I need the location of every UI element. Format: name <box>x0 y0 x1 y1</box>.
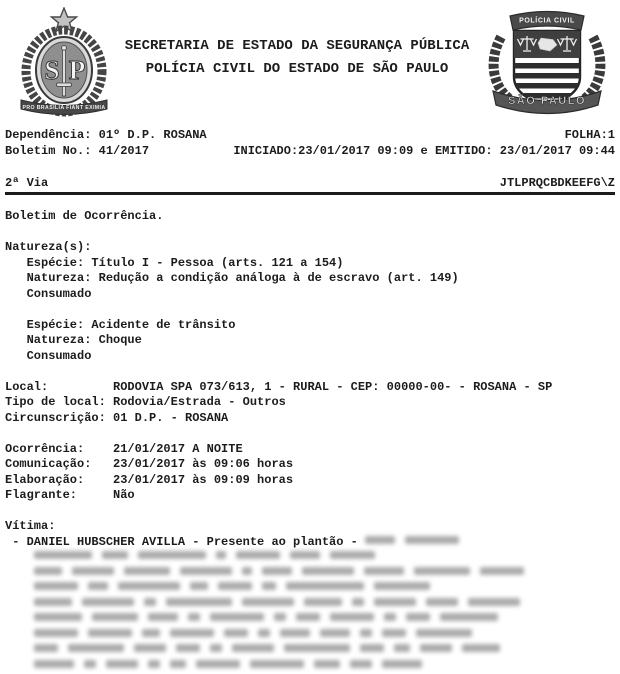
doc-line-text: Espécie: Acidente de trânsito <box>5 318 235 332</box>
redacted-chunk <box>82 598 134 606</box>
meta-row-via <box>5 177 615 190</box>
doc-line <box>5 612 615 628</box>
redacted-chunk <box>34 551 92 559</box>
document-header <box>0 0 620 122</box>
redacted-chunk <box>405 536 459 544</box>
redacted-chunk <box>224 629 248 637</box>
redacted-chunk <box>360 644 384 652</box>
redacted-chunk <box>280 629 310 637</box>
badge-bottom-banner: SÃO PAULO <box>508 94 586 107</box>
redacted-chunk <box>68 644 124 652</box>
redacted-chunk <box>144 598 156 606</box>
doc-line <box>5 256 615 272</box>
header-title-line2: POLÍCIA CIVIL DO ESTADO DE SÃO PAULO <box>112 62 482 76</box>
doc-line <box>5 395 615 411</box>
redacted-chunk <box>290 551 320 559</box>
redacted-chunk <box>166 598 232 606</box>
doc-line <box>5 287 615 303</box>
redacted-chunk <box>250 660 304 668</box>
doc-line-text: Natureza: Choque <box>5 333 142 347</box>
header-divider <box>5 192 615 195</box>
doc-line <box>5 597 615 613</box>
redacted-text <box>34 643 510 657</box>
redacted-chunk <box>134 644 166 652</box>
redacted-chunk <box>196 660 240 668</box>
redacted-chunk <box>34 613 82 621</box>
redacted-chunk <box>34 582 78 590</box>
redacted-chunk <box>84 660 96 668</box>
redacted-chunk <box>216 551 226 559</box>
redacted-chunk <box>34 567 62 575</box>
redacted-text <box>365 535 469 549</box>
redacted-chunk <box>262 567 292 575</box>
doc-line <box>5 457 615 473</box>
doc-line-text: Vítima: <box>5 519 55 533</box>
redacted-chunk <box>296 613 320 621</box>
doc-line-text: Boletim de Ocorrência. <box>5 209 163 223</box>
redacted-chunk <box>440 613 498 621</box>
redacted-text <box>34 612 508 626</box>
redacted-chunk <box>124 567 170 575</box>
redacted-chunk <box>88 629 132 637</box>
redacted-text <box>34 550 385 564</box>
doc-line-text: Flagrante: Não <box>5 488 135 502</box>
doc-line-text <box>5 612 34 626</box>
doc-line <box>5 302 615 318</box>
doc-line <box>5 488 615 504</box>
seal-letter-p: P <box>69 55 86 85</box>
folha-value: FOLHA:1 <box>565 128 615 144</box>
document-body <box>0 209 620 674</box>
redacted-text <box>34 581 440 595</box>
doc-line-text: Consumado <box>5 349 91 363</box>
doc-line-text: Local: RODOVIA SPA 073/613, 1 - RURAL - CEP: 00000-00- - ROSANA - SP <box>5 380 552 394</box>
redacted-chunk <box>102 551 128 559</box>
redacted-text <box>34 597 530 611</box>
redacted-chunk <box>34 629 78 637</box>
redacted-chunk <box>148 660 160 668</box>
redacted-chunk <box>242 598 294 606</box>
doc-line <box>5 535 615 551</box>
meta-row-dependencia <box>5 128 615 144</box>
redacted-chunk <box>365 536 395 544</box>
redacted-text <box>34 659 432 673</box>
doc-line-text <box>5 643 34 657</box>
redacted-chunk <box>236 551 280 559</box>
doc-line <box>5 209 615 225</box>
redacted-chunk <box>382 629 406 637</box>
seal-letter-s: S <box>44 55 59 85</box>
doc-line-text <box>5 659 34 673</box>
doc-line <box>5 504 615 520</box>
redacted-chunk <box>286 582 364 590</box>
redacted-chunk <box>406 613 430 621</box>
redacted-chunk <box>142 629 160 637</box>
doc-line <box>5 442 615 458</box>
badge-top-banner: POLÍCIA CIVIL <box>519 16 575 25</box>
redacted-chunk <box>480 567 524 575</box>
redacted-chunk <box>170 660 186 668</box>
report-meta <box>0 128 620 195</box>
doc-line <box>5 380 615 396</box>
redacted-chunk <box>180 567 232 575</box>
doc-line-text: Elaboração: 23/01/2017 às 09:09 horas <box>5 473 293 487</box>
doc-line <box>5 628 615 644</box>
redacted-chunk <box>284 644 350 652</box>
redacted-chunk <box>320 629 350 637</box>
via-label: 2ª Via <box>5 177 48 190</box>
redacted-chunk <box>314 660 340 668</box>
redacted-chunk <box>382 660 422 668</box>
seal-motto: PRO BRASILIA FIANT EXIMIA <box>22 105 105 111</box>
redacted-chunk <box>148 613 178 621</box>
redacted-chunk <box>426 598 458 606</box>
redacted-chunk <box>350 660 372 668</box>
doc-line <box>5 550 615 566</box>
doc-line <box>5 519 615 535</box>
doc-line <box>5 333 615 349</box>
redacted-chunk <box>302 567 354 575</box>
redacted-chunk <box>210 644 222 652</box>
redacted-chunk <box>330 551 375 559</box>
doc-line-text: Natureza: Redução a condição análoga à de escravo (art. 149) <box>5 271 459 285</box>
redacted-chunk <box>304 598 342 606</box>
redacted-chunk <box>274 613 286 621</box>
doc-line <box>5 225 615 241</box>
doc-line <box>5 473 615 489</box>
doc-line-text: Espécie: Título I - Pessoa (arts. 121 a 154) <box>5 256 343 270</box>
redacted-chunk <box>218 582 252 590</box>
redacted-chunk <box>138 551 206 559</box>
redacted-chunk <box>416 629 472 637</box>
meta-row-boletim <box>5 144 615 160</box>
header-title-line1: SECRETARIA DE ESTADO DA SEGURANÇA PÚBLICA <box>112 39 482 53</box>
doc-line <box>5 240 615 256</box>
redacted-chunk <box>242 567 252 575</box>
redacted-chunk <box>190 582 208 590</box>
redacted-chunk <box>374 582 430 590</box>
doc-line-text: Consumado <box>5 287 91 301</box>
doc-line <box>5 659 615 674</box>
boletim-number: Boletim No.: 41/2017 <box>5 144 149 160</box>
redacted-chunk <box>232 644 274 652</box>
doc-line-text: Ocorrência: 21/01/2017 A NOITE <box>5 442 243 456</box>
redacted-chunk <box>360 629 372 637</box>
doc-line-text: Circunscrição: 01 D.P. - ROSANA <box>5 411 228 425</box>
redacted-chunk <box>188 613 200 621</box>
doc-line <box>5 581 615 597</box>
redacted-chunk <box>384 613 396 621</box>
redacted-chunk <box>414 567 470 575</box>
redacted-text <box>34 566 534 580</box>
doc-line-text <box>5 550 34 564</box>
redacted-chunk <box>262 582 276 590</box>
doc-line <box>5 426 615 442</box>
redacted-chunk <box>462 644 500 652</box>
doc-line <box>5 349 615 365</box>
doc-line-text <box>5 566 34 580</box>
iniciado-emitido-value: INICIADO:23/01/2017 09:09 e EMITIDO: 23/01/2017 09:44 <box>233 144 615 160</box>
redacted-chunk <box>420 644 452 652</box>
redacted-chunk <box>88 582 108 590</box>
doc-line-text: Tipo de local: Rodovia/Estrada - Outros <box>5 395 286 409</box>
doc-line-text: - DANIEL HUBSCHER AVILLA - Presente ao plantão - <box>5 535 365 549</box>
redacted-text <box>34 628 482 642</box>
doc-line <box>5 271 615 287</box>
doc-line-text <box>5 581 34 595</box>
redacted-chunk <box>176 644 200 652</box>
redacted-chunk <box>258 629 270 637</box>
redacted-chunk <box>118 582 180 590</box>
redacted-chunk <box>170 629 214 637</box>
redacted-chunk <box>468 598 520 606</box>
redacted-chunk <box>92 613 138 621</box>
redacted-chunk <box>106 660 138 668</box>
redacted-chunk <box>330 613 374 621</box>
dependencia-value: Dependência: 01º D.P. ROSANA <box>5 128 207 144</box>
doc-line-text <box>5 628 34 642</box>
doc-line <box>5 364 615 380</box>
doc-line-text <box>5 597 34 611</box>
redacted-chunk <box>72 567 114 575</box>
doc-line <box>5 318 615 334</box>
redacted-chunk <box>34 660 74 668</box>
redacted-chunk <box>34 598 72 606</box>
doc-line <box>5 643 615 659</box>
doc-line-text: Comunicação: 23/01/2017 às 09:06 horas <box>5 457 293 471</box>
redacted-chunk <box>210 613 264 621</box>
header-titles <box>112 39 482 76</box>
redacted-chunk <box>34 644 58 652</box>
redacted-chunk <box>374 598 416 606</box>
doc-line <box>5 411 615 427</box>
redacted-chunk <box>394 644 410 652</box>
protocol-code: JTLPRQCBDKEEFG\Z <box>500 177 615 190</box>
sao-paulo-state-seal-icon <box>14 7 114 120</box>
doc-line <box>5 566 615 582</box>
redacted-chunk <box>352 598 364 606</box>
redacted-chunk <box>364 567 404 575</box>
policia-civil-badge-icon <box>483 5 611 117</box>
doc-line-text: Natureza(s): <box>5 240 91 254</box>
